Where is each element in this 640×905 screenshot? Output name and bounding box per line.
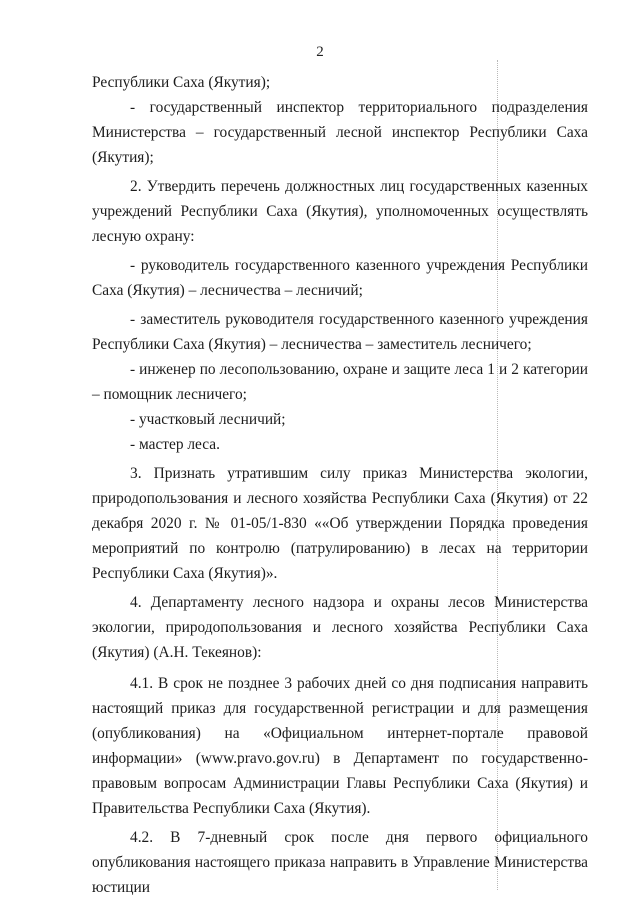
paragraph: - мастер леса. [130, 436, 220, 453]
paragraph: - заместитель руководителя государственного казенного учреждения Республики Саха (Якутия) – лесничества – заместитель лесничего; [92, 311, 588, 353]
paragraph: 4.2. В 7-дневный срок после дня первого официального опубликования настоящего приказа направить в Управление Министерства юстиции [92, 829, 588, 896]
document-body [92, 70, 588, 900]
paragraph: 4. Департаменту лесного надзора и охраны лесов Министерства экологии, природопользования и лесного хозяйства Республики Саха (Якутия) (А.Н. Текеянов): [92, 594, 588, 661]
paragraph: 2. Утвердить перечень должностных лиц государственных казенных учреждений Республики Саха (Якутия), уполномоченных осуществлять лесную охрану: [92, 178, 588, 245]
paragraph: - инженер по лесопользованию, охране и защите леса 1 и 2 категории – помощник лесничего; [92, 361, 588, 403]
paragraph: 3. Признать утратившим силу приказ Министерства экологии, природопользования и лесного хозяйства Республики Саха (Якутия) от 22 декабря 2020 г. № 01-05/1-830 ««Об утверждении Порядка проведения мероприятий по контролю (патрулированию) в лесах на территории Республики Саха (Якутия)». [92, 465, 588, 582]
paragraph: - участковый лесничий; [130, 411, 286, 428]
paragraph: 4.1. В срок не позднее 3 рабочих дней со дня подписания направить настоящий приказ для государственной регистрации и для размещения (опубликования) на «Официальном интернет-портале правовой информации» (www.pravo.gov.ru) в Департамент по государственно-правовым вопросам Администрации Главы Республики Саха (Якутия) и Правительства Республики Саха (Якутия). [92, 675, 588, 817]
page-number: 2 [316, 44, 324, 60]
paragraph: Республики Саха (Якутия); [92, 74, 271, 91]
paragraph: - государственный инспектор территориального подразделения Министерства – государственный лесной инспектор Республики Саха (Якутия); [92, 99, 588, 166]
paragraph: - руководитель государственного казенного учреждения Республики Саха (Якутия) – лесничества – лесничий; [92, 257, 588, 299]
